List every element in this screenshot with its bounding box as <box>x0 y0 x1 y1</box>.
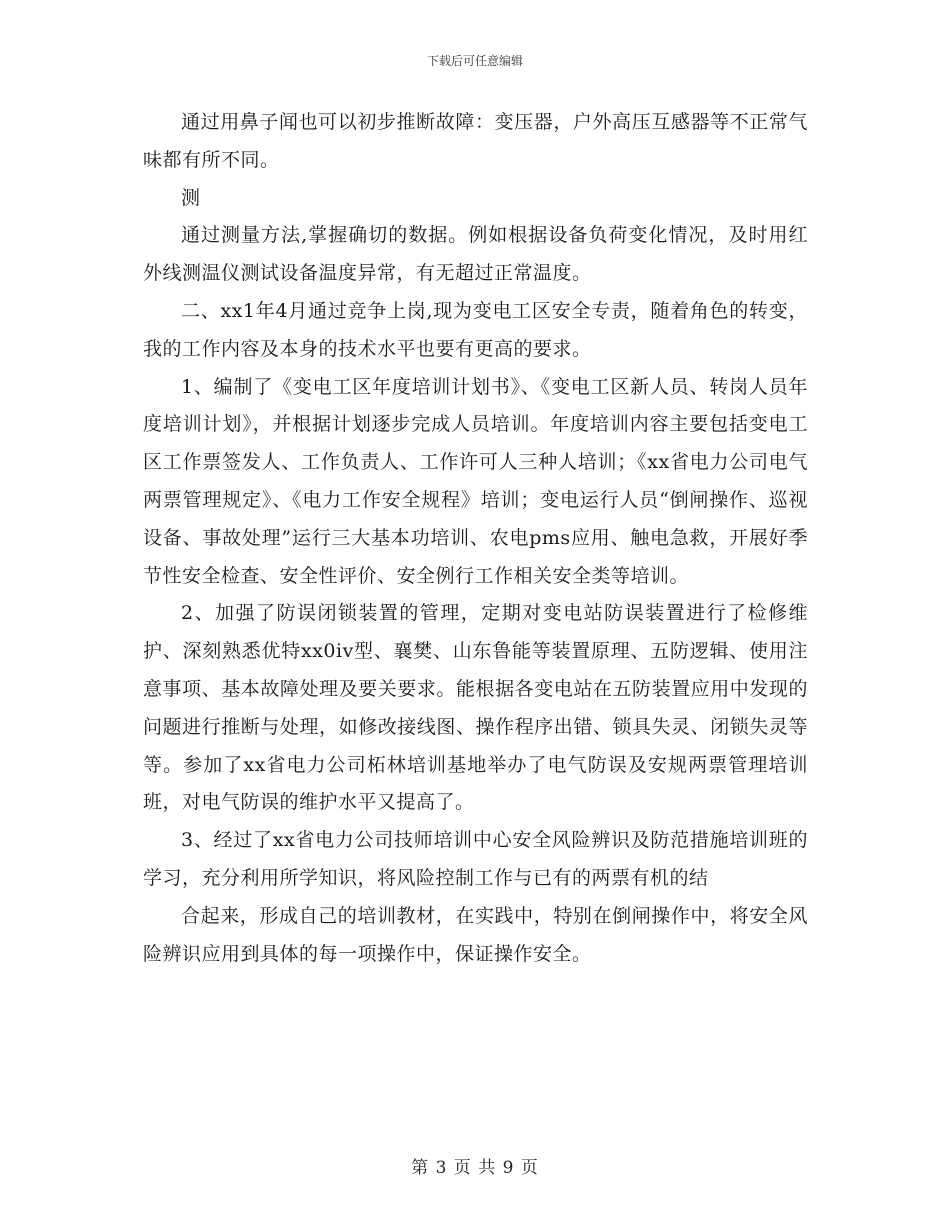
paragraph-item-3-continued: 合起来，形成自己的培训教材，在实践中，特别在倒闸操作中，将安全风险辨识应用到具体的每一项操作中，保证操作安全。 <box>143 904 808 965</box>
paragraph-item-3: 3、经过了xx省电力公司技师培训中心安全风险辨识及防范措施培训班的学习，充分利用所学知识，将风险控制工作与已有的两票有机的结 <box>143 829 808 889</box>
paragraph-item-1: 1、编制了《变电工区年度培训计划书》、《变电工区新人员、转岗人员年度培训计划》，并根据计划逐步完成人员培训。年度培训内容主要包括变电工区工作票签发人、工作负责人、工作许可人三种人培训；《xx省电力公司电气两票管理规定》、《电力工作安全规程》培训；变电运行人员“倒闸操作、巡视设备、事故处理”运行三大基本功培训、农电pms应用、触电急救，开展好季节性安全检查、安全性评价、安全例行工作相关安全类等培训。 <box>143 375 808 587</box>
page-footer: 第 3 页 共 9 页 <box>411 1158 539 1178</box>
document-body <box>143 104 808 973</box>
paragraph-measure: 通过测量方法,掌握确切的数据。例如根据设备负荷变化情况，及时用红外线测温仪测试设备温度异常，有无超过正常温度。 <box>143 224 808 285</box>
page-header: 下载后可任意编辑 <box>426 54 523 68</box>
paragraph-item-2: 2、加强了防误闭锁装置的管理，定期对变电站防误装置进行了检修维护、深刻熟悉优特xx0iv型、襄樊、山东鲁能等装置原理、五防逻辑、使用注意事项、基本故障处理及要关要求。能根据各变电站在五防装置应用中发现的问题进行推断与处理，如修改接线图、操作程序出错、锁具失灵、闭锁失灵等等。参加了xx省电力公司柘林培训基地举办了电气防误及安规两票管理培训班，对电气防误的维护水平又提高了。 <box>143 602 808 814</box>
paragraph-measure-heading: 测 <box>181 186 201 209</box>
paragraph-smell: 通过用鼻子闻也可以初步推断故障：变压器，户外高压互感器等不正常气味都有所不同。 <box>143 111 808 171</box>
paragraph-section-two: 二、xx1年4月通过竞争上岗,现为变电工区安全专责，随着角色的转变，我的工作内容及本身的技术水平也要有更高的要求。 <box>143 299 808 360</box>
